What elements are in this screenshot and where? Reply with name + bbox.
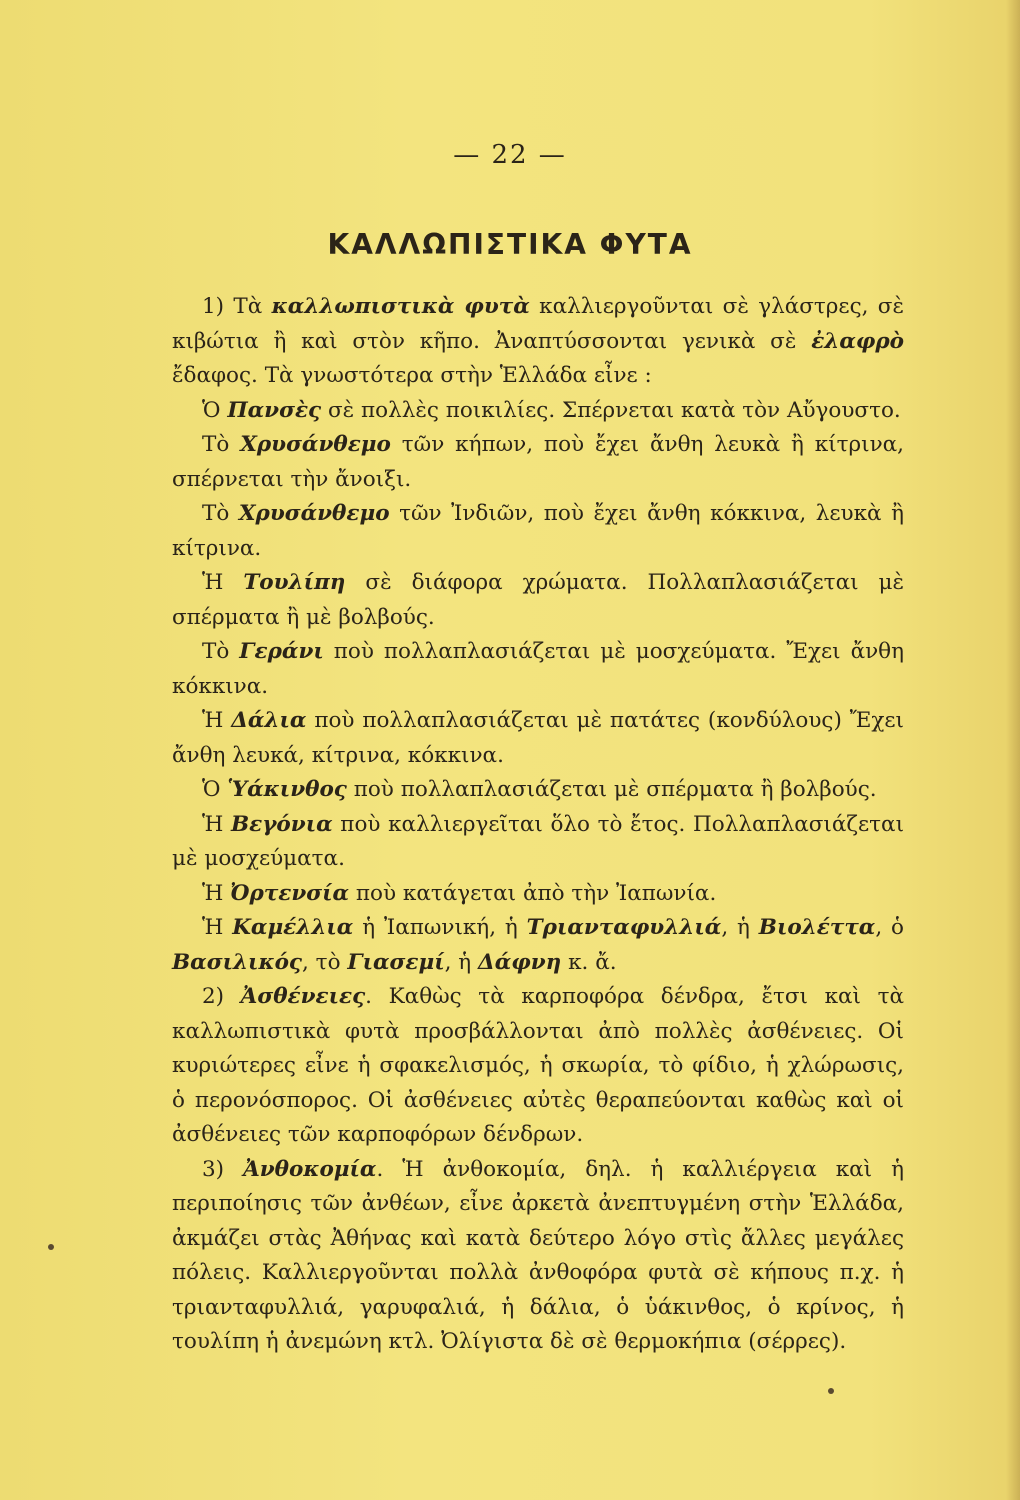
paragraph-ortensia: Ἡ Ὀρτενσία ποὺ κατάγεται ἀπὸ τὴν Ἰαπωνία. (202, 880, 717, 906)
term: Τριανταφυλλιά (526, 915, 722, 940)
term: Γεράνι (239, 639, 324, 664)
term: καλλωπιστικὰ φυτὰ (271, 294, 530, 319)
term: Βεγόνια (231, 811, 333, 837)
page-number: — 22 — (453, 140, 567, 170)
term: Πανσὲς (227, 397, 322, 423)
term: Χρυσάνθεμο (240, 432, 391, 457)
term: Τουλίπη (243, 570, 346, 595)
paragraph-yakinthos: Ὁ Ὑάκινθος ποὺ πολλαπλασιάζεται μὲ σπέρματα ἢ βολβούς. (202, 777, 877, 802)
paragraph-gerani: Τὸ Γεράνι ποὺ πολλαπλασιάζεται μὲ μοσχεύματα. Ἔχει ἄνθη κόκκινα. (172, 639, 904, 699)
term: Γιασεμί (347, 949, 445, 975)
paragraph-astheneies: 2) Ἀσθένειες. Καθὼς τὰ καρποφόρα δένδρα, ἔτσι καὶ τὰ καλλωπιστικὰ φυτὰ προσβάλλονται ἀπὸ πολλὲς ἀσθένειες. Οἱ κυριώτερες εἶνε ἡ σφακελισμός, ἡ σκωρία, τὸ φίδιο, ἡ χλώρωσις, ὁ περονόσπορος. Οἱ ἀσθένειες αὐτὲς θεραπεύονται καθὼς καὶ οἱ ἀσθένειες τῶν καρποφόρων δένδρων. (172, 984, 904, 1147)
paragraph-chrysanthemo-indion: Τὸ Χρυσάνθεμο τῶν Ἰνδιῶν, ποὺ ἔχει ἄνθη κόκκινα, λευκὰ ἢ κίτρινα. (172, 501, 904, 561)
term: Καμέλλια (232, 915, 354, 940)
ink-spot (48, 1244, 54, 1250)
paragraph-chrysanthemo-kipon: Τὸ Χρυσάνθεμο τῶν κήπων, ποὺ ἔχει ἄνθη λευκὰ ἢ κίτρινα, σπέρνεται τὴν ἄνοιξι. (172, 432, 904, 492)
page-edge-shadow (1006, 0, 1020, 1500)
term: Ἀνθοκομία (243, 1156, 377, 1182)
term: Ὑάκινθος (227, 777, 347, 802)
term: ἐλαφρὸ (811, 328, 904, 354)
paragraph-panses: Ὁ Πανσὲς σὲ πολλὲς ποικιλίες. Σπέρνεται κατὰ τὸν Αὔγουστο. (202, 397, 901, 423)
body-text (172, 290, 904, 1360)
term: Βιολέττα (758, 915, 876, 940)
term: Χρυσάνθεμο (238, 501, 390, 526)
paragraph-toulipi: Ἡ Τουλίπη σὲ διάφορα χρώματα. Πολλαπλασιάζεται μὲ σπέρματα ἢ μὲ βολβούς. (172, 570, 904, 630)
paragraph-kamellia: Ἡ Καμέλλια ἡ Ἰαπωνική, ἡ Τριανταφυλλιά, ἡ Βιολέττα, ὁ Βασιλικός, τὸ Γιασεμί, ἡ Δάφνη κ. ἄ. (172, 915, 904, 975)
paragraph-dalia: Ἡ Δάλια ποὺ πολλαπλασιάζεται μὲ πατάτες (κονδύλους) Ἔχει ἄνθη λευκά, κίτρινα, κόκκινα. (172, 708, 904, 768)
paragraph-1: 1) Τὰ καλλωπιστικὰ φυτὰ καλλιεργοῦνται σὲ γλάστρες, σὲ κιβώτια ἢ καὶ στὸν κῆπο. Ἀναπτύσσονται γενικὰ σὲ ἐλαφρὸ ἔδαφος. Τὰ γνωστότερα στὴν Ἑλλάδα εἶνε : (172, 294, 904, 388)
term: Βασιλικός (172, 949, 302, 975)
term: Ὀρτενσία (230, 880, 350, 906)
term: Δάλια (231, 708, 307, 733)
paragraph-begonia: Ἡ Βεγόνια ποὺ καλλιεργεῖται ὅλο τὸ ἔτος. Πολλαπλασιάζεται μὲ μοσχεύματα. (172, 811, 905, 871)
ink-spot (828, 1388, 834, 1394)
term: Δάφνη (478, 949, 562, 975)
page-title: ΚΑΛΛΩΠΙΣΤΙΚΑ ΦΥΤΑ (327, 228, 693, 261)
term: Ἀσθένειες (240, 984, 366, 1009)
paragraph-anthokomia: 3) Ἀνθοκομία. Ἡ ἀνθοκομία, δηλ. ἡ καλλιέργεια καὶ ἡ περιποίησις τῶν ἀνθέων, εἶνε ἀρκετὰ ἀνεπτυγμένη στὴν Ἑλλάδα, ἀκμάζει στὰς Ἀθήνας καὶ κατὰ δεύτερο λόγο στὶς ἄλλες μεγάλες πόλεις. Καλλιεργοῦνται πολλὰ ἀνθοφόρα φυτὰ σὲ κήπους π.χ. ἡ τριανταφυλλιά, γαρυφαλιά, ἡ δάλια, ὁ ὑάκινθος, ὁ κρίνος, ἡ τουλίπη ἡ ἀνεμώνη κτλ. Ὀλίγιστα δὲ σὲ θερμοκήπια (σέρρες). (172, 1156, 904, 1354)
